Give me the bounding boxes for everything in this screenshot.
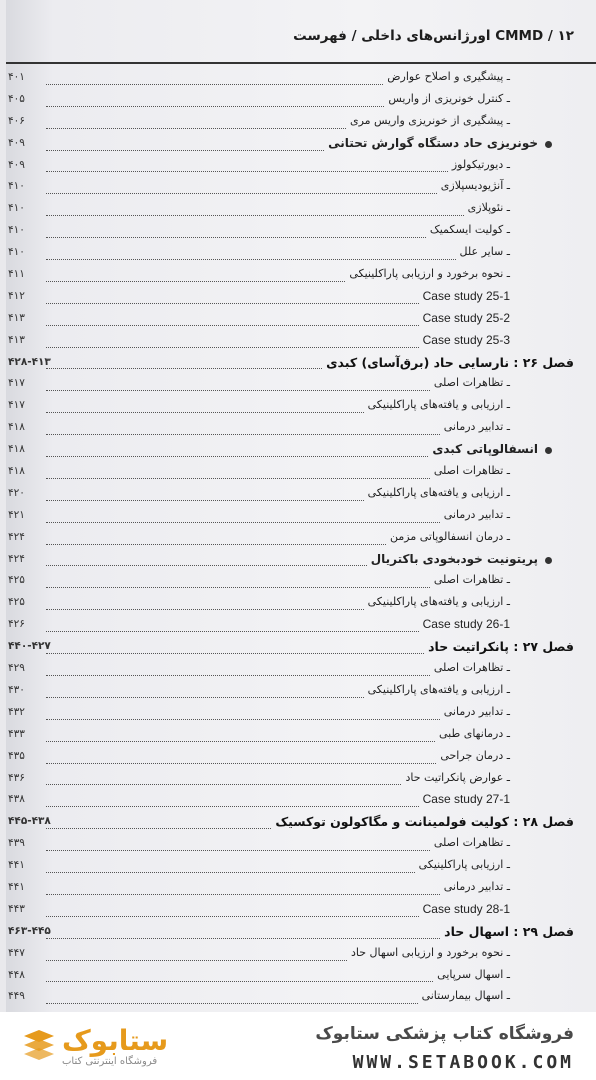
dot-leader (46, 106, 384, 107)
dot-leader (46, 960, 347, 961)
toc-page-number: ۴۳۲ (8, 705, 25, 718)
toc-page-number: ۴۲۶ (8, 618, 25, 631)
book-stack-icon (22, 1028, 56, 1068)
toc-entry-row (6, 528, 596, 550)
toc-entry-row (6, 265, 596, 287)
toc-page-number: ۴۴۰-۴۲۷ (8, 640, 51, 653)
toc-entry-title: پریتونیت خودبخودی باکتریال (370, 551, 538, 566)
toc-entry-title: Case study 25-1 (422, 288, 510, 303)
toc-page-number: ۴۳۸ (8, 793, 25, 806)
dot-leader (46, 347, 419, 348)
toc-entry-title: فصل ۲۸ : کولیت فولمینانت و مگاکولون توکسیک (275, 814, 574, 830)
toc-entry-row (6, 725, 596, 747)
dot-leader (46, 981, 433, 982)
toc-entry-row (6, 615, 596, 637)
toc-page-number: ۴۶۳-۴۴۵ (8, 924, 51, 937)
dot-leader (46, 565, 367, 566)
toc-page-number: ۴۲۹ (8, 662, 25, 675)
toc-entry-title: ـ دیورتیکولوز (451, 157, 510, 171)
book-page (6, 0, 596, 1012)
toc-page-number: ۴۲۵ (8, 574, 25, 587)
toc-chapter-row (6, 353, 596, 375)
toc-entry-row (6, 703, 596, 725)
toc-page-number: ۴۳۵ (8, 749, 25, 762)
dot-leader (46, 390, 430, 391)
toc-page-number: ۴۱۰ (8, 246, 25, 259)
dot-leader (46, 719, 440, 720)
dot-leader (46, 675, 430, 676)
toc-page-number: ۴۴۸ (8, 968, 25, 981)
toc-page-number: ۴۱۲ (8, 289, 25, 302)
toc-entry-row (6, 659, 596, 681)
dot-leader (46, 587, 430, 588)
toc-entry-title: ـ ارزیابی و یافته‌های پاراکلینیکی (367, 595, 510, 609)
toc-page-number: ۴۳۹ (8, 837, 25, 850)
logo-tagline: فروشگاه اینترنتی کتاب (62, 1056, 158, 1067)
toc-entry-title: ـ پیشگیری از خونریزی واریس مری (349, 113, 510, 127)
toc-page-number: ۴۲۰ (8, 486, 25, 499)
toc-entry-title: Case study 26-1 (422, 617, 510, 632)
dot-leader (46, 916, 419, 917)
toc-page-number: ۴۴۷ (8, 946, 25, 959)
toc-entry-row (6, 462, 596, 484)
toc-entry-title: ـ تظاهرات اصلی (433, 661, 510, 675)
toc-entry-title: ـ عوارض پانکراتیت حاد (405, 770, 510, 784)
page-header (6, 22, 596, 64)
toc-entry-row (6, 790, 596, 812)
toc-entry-row (6, 856, 596, 878)
toc-entry-row (6, 199, 596, 221)
bullet-icon (545, 557, 552, 564)
toc-section-row (6, 134, 596, 156)
dot-leader (46, 806, 419, 807)
header-title: CMMD / ۱۲ اورژانس‌های داخلی / فهرست (293, 28, 574, 44)
dot-leader (46, 412, 364, 413)
dot-leader (46, 697, 364, 698)
dot-leader (46, 653, 424, 654)
dot-leader (46, 522, 440, 523)
toc-entry-row (6, 177, 596, 199)
store-logo[interactable] (22, 1022, 242, 1074)
toc-entry-title: انسفالوپاتی کبدی (432, 442, 538, 457)
toc-entry-title: ـ درمان انسفالوپاتی مزمن (390, 529, 510, 543)
dot-leader (46, 128, 346, 129)
dot-leader (46, 259, 456, 260)
dot-leader (46, 894, 440, 895)
toc-page-number: ۴۰۹ (8, 136, 25, 149)
dot-leader (46, 215, 464, 216)
dot-leader (46, 84, 383, 85)
toc-entry-title: ـ تظاهرات اصلی (433, 464, 510, 478)
toc-entry-title: ـ نئوپلازی (467, 201, 510, 215)
toc-page-number: ۴۰۱ (8, 71, 25, 83)
toc-entry-row (6, 396, 596, 418)
toc-page-number: ۴۴۹ (8, 990, 25, 1003)
dot-leader (46, 763, 436, 764)
toc-entry-title: خونریزی حاد دستگاه گوارش تحتانی (328, 135, 538, 150)
toc-entry-title: ـ تدابیر درمانی (443, 507, 510, 521)
store-url-link[interactable]: WWW.SETABOOK.COM (352, 1052, 574, 1073)
toc-entry-title: ـ درمانهای طبی (438, 726, 510, 740)
store-name: فروشگاه کتاب پزشکی ستابوک (315, 1024, 574, 1044)
toc-page-number: ۴۱۱ (8, 268, 25, 281)
toc-page-number: ۴۳۰ (8, 683, 25, 696)
toc-page-number: ۴۱۰ (8, 224, 25, 237)
store-footer (0, 1012, 596, 1080)
toc-page-number: ۴۰۶ (8, 114, 25, 127)
toc-entry-title: ـ کنترل خونریزی از واریس (388, 91, 510, 105)
dot-leader (46, 368, 322, 369)
toc-entry-title: ـ تدابیر درمانی (443, 704, 510, 718)
toc-chapter-row (6, 922, 596, 944)
toc-entry-row (6, 571, 596, 593)
dot-leader (46, 741, 435, 742)
toc-page-number: ۴۴۱ (8, 880, 25, 893)
toc-entry-title: Case study 28-1 (422, 901, 510, 916)
toc-entry-title: ـ تظاهرات اصلی (433, 376, 510, 390)
toc-entry-row (6, 331, 596, 353)
toc-page-number: ۴۲۴ (8, 552, 25, 565)
toc-entry-row (6, 418, 596, 440)
dot-leader (46, 631, 419, 632)
toc-page-number: ۴۰۹ (8, 158, 25, 171)
toc-entry-row (6, 593, 596, 615)
toc-page-number: ۴۳۶ (8, 771, 25, 784)
toc-entry-title: ـ اسهال سرپایی (437, 967, 510, 981)
dot-leader (46, 1003, 418, 1004)
toc-entry-row (6, 287, 596, 309)
dot-leader (46, 303, 419, 304)
toc-entry-row (6, 834, 596, 856)
toc-entry-title: ـ تدابیر درمانی (443, 420, 510, 434)
toc-page-number: ۴۴۳ (8, 902, 25, 915)
toc-entry-row (6, 309, 596, 331)
toc-entry-title: ـ کولیت ایسکمیک (429, 223, 510, 237)
dot-leader (46, 938, 440, 939)
dot-leader (46, 171, 448, 172)
dot-leader (46, 828, 271, 829)
toc-entry-row (6, 506, 596, 528)
dot-leader (46, 193, 437, 194)
logo-wordmark: ستابوک (62, 1024, 169, 1057)
dot-leader (46, 456, 428, 457)
toc-page-number: ۴۱۷ (8, 399, 25, 412)
dot-leader (46, 850, 430, 851)
toc-entry-row (6, 966, 596, 988)
dot-leader (46, 434, 440, 435)
toc-entry-row (6, 243, 596, 265)
toc-entry-title: ـ تظاهرات اصلی (433, 573, 510, 587)
toc-entry-title: ـ درمان جراحی (440, 748, 510, 762)
toc-entry-row (6, 681, 596, 703)
toc-entry-title: ـ سایر علل (459, 245, 510, 259)
dot-leader (46, 609, 364, 610)
table-of-contents (6, 68, 596, 1031)
toc-entry-row (6, 747, 596, 769)
bullet-icon (545, 141, 552, 148)
toc-entry-title: ـ ارزیابی و یافته‌های پاراکلینیکی (367, 398, 510, 412)
toc-entry-title: ـ آنژیودیسپلازی (440, 179, 510, 193)
toc-entry-row (6, 878, 596, 900)
dot-leader (46, 237, 426, 238)
toc-page-number: ۴۱۰ (8, 202, 25, 215)
toc-entry-row (6, 944, 596, 966)
toc-entry-title: ـ اسهال بیمارستانی (421, 989, 510, 1003)
toc-entry-row (6, 769, 596, 791)
toc-page-number: ۴۲۴ (8, 530, 25, 543)
dot-leader (46, 478, 430, 479)
toc-section-row (6, 440, 596, 462)
toc-page-number: ۴۱۸ (8, 465, 25, 478)
toc-page-number: ۴۲۸-۴۱۳ (8, 355, 51, 368)
toc-page-number: ۴۲۱ (8, 508, 25, 521)
toc-chapter-row (6, 812, 596, 834)
toc-entry-row (6, 68, 596, 90)
toc-entry-row (6, 90, 596, 112)
toc-entry-title: ـ ارزیابی پاراکلینیکی (418, 858, 510, 872)
toc-entry-row (6, 900, 596, 922)
toc-page-number: ۴۱۳ (8, 311, 25, 324)
toc-entry-row (6, 987, 596, 1009)
dot-leader (46, 544, 386, 545)
dot-leader (46, 150, 324, 151)
toc-entry-title: فصل ۲۷ : پانکراتیت حاد (428, 639, 574, 655)
bullet-icon (545, 447, 552, 454)
toc-entry-title: Case study 25-3 (422, 332, 510, 347)
toc-entry-title: فصل ۲۶ : نارسایی حاد (برق‌آسای) کبدی (326, 354, 574, 370)
toc-entry-row (6, 484, 596, 506)
toc-entry-title: Case study 25-2 (422, 310, 510, 325)
toc-page-number: ۴۱۰ (8, 180, 25, 193)
toc-page-number: ۴۴۱ (8, 859, 25, 872)
toc-entry-title: ـ نحوه برخورد و ارزیابی پاراکلینیکی (349, 267, 510, 281)
dot-leader (46, 872, 415, 873)
toc-entry-title: ـ ارزیابی و یافته‌های پاراکلینیکی (367, 682, 510, 696)
toc-entry-row (6, 374, 596, 396)
toc-page-number: ۴۰۵ (8, 92, 25, 105)
toc-page-number: ۴۴۵-۴۳۸ (8, 815, 51, 828)
dot-leader (46, 325, 419, 326)
toc-page-number: ۴۲۵ (8, 596, 25, 609)
toc-chapter-row (6, 637, 596, 659)
toc-entry-title: ـ پیشگیری و اصلاح عوارض (387, 70, 510, 83)
toc-page-number: ۴۳۳ (8, 727, 25, 740)
toc-page-number: ۴۱۸ (8, 443, 25, 456)
toc-entry-row (6, 156, 596, 178)
toc-entry-row (6, 221, 596, 243)
toc-page-number: ۴۱۷ (8, 377, 25, 390)
toc-page-number: ۴۱۳ (8, 333, 25, 346)
toc-entry-row (6, 112, 596, 134)
dot-leader (46, 784, 401, 785)
toc-entry-title: ـ تظاهرات اصلی (433, 836, 510, 850)
toc-entry-title: ـ نحوه برخورد و ارزیابی اسهال حاد (350, 945, 510, 959)
toc-entry-title: ـ ارزیابی و یافته‌های پاراکلینیکی (367, 485, 510, 499)
toc-entry-title: فصل ۲۹ : اسهال حاد (444, 923, 574, 939)
toc-entry-title: ـ تدابیر درمانی (443, 879, 510, 893)
dot-leader (46, 500, 364, 501)
toc-entry-title: Case study 27-1 (422, 792, 510, 807)
toc-section-row (6, 550, 596, 572)
toc-page-number: ۴۱۸ (8, 421, 25, 434)
dot-leader (46, 281, 345, 282)
